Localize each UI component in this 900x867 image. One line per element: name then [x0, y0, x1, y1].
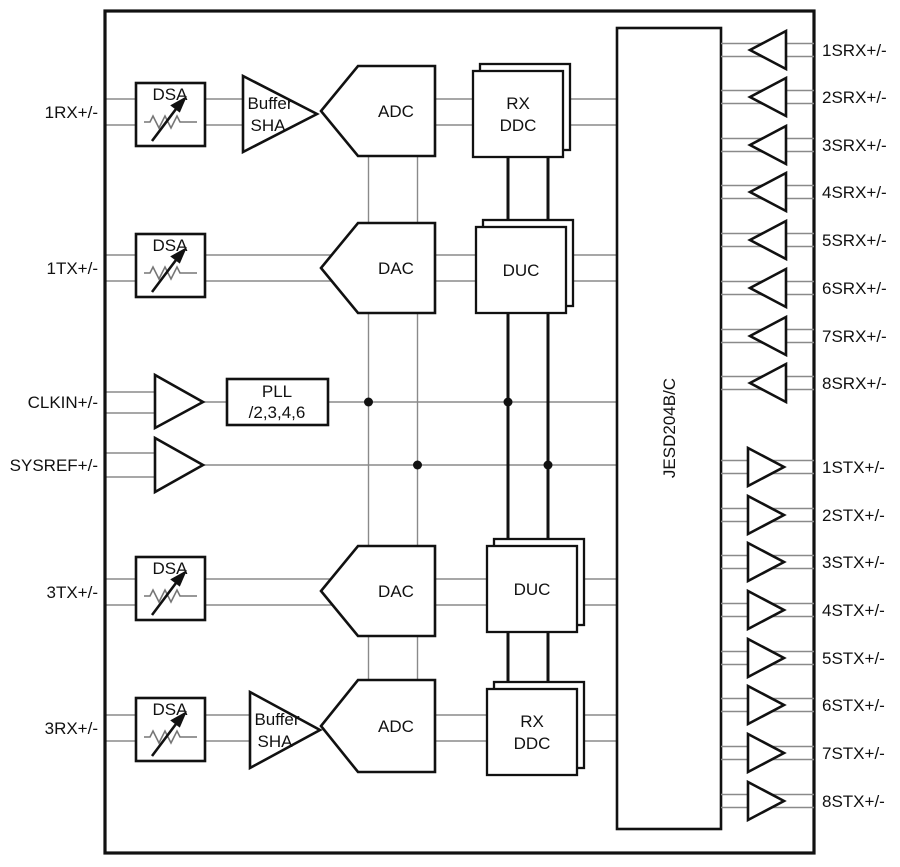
serdes-tx-buffer-icon — [748, 639, 784, 677]
pin-label-stx: 8STX+/- — [822, 792, 885, 811]
dsa-label: DSA — [152, 559, 188, 578]
pll-block — [227, 379, 328, 425]
clkin-buffer-icon — [155, 375, 203, 428]
srx-lane-3 — [721, 126, 887, 164]
dsa-label: DSA — [152, 85, 188, 104]
stx-lane-2 — [721, 496, 885, 534]
stx-lane-1 — [721, 448, 885, 486]
serdes-rx-buffer-icon — [750, 173, 786, 211]
pin-label-stx: 3STX+/- — [822, 553, 885, 572]
stx-lane-8 — [721, 782, 885, 820]
serdes-tx-buffer-icon — [748, 782, 784, 820]
pin-label-srx: 6SRX+/- — [822, 279, 887, 298]
stack-box — [487, 689, 577, 775]
serdes-rx-buffer-icon — [750, 269, 786, 307]
stx-lane-3 — [721, 543, 885, 581]
dac-block-top — [321, 223, 435, 313]
dac-block-bottom — [321, 546, 435, 636]
dsa-label: DSA — [152, 236, 188, 255]
duc-block-top — [476, 220, 573, 313]
serdes-rx-buffer-icon — [750, 317, 786, 355]
serdes-rx-buffer-icon — [750, 126, 786, 164]
rx-ddc-label: DDC — [513, 734, 551, 753]
buffer-sha-label: SHA — [250, 116, 286, 135]
sysref-buffer-icon — [155, 438, 203, 492]
buffer-amp-icon — [243, 76, 317, 152]
pin-label-3tx: 3TX+/- — [46, 583, 98, 602]
wires — [105, 99, 617, 741]
dac-label: DAC — [378, 259, 414, 278]
rx-ddc-label: RX — [506, 94, 530, 113]
pin-label-1rx: 1RX+/- — [44, 103, 98, 122]
srx-lane-8 — [721, 364, 887, 402]
serdes-rx-buffer-icon — [750, 364, 786, 402]
pin-label-srx: 4SRX+/- — [822, 183, 887, 202]
buffer-sha-label: Buffer — [247, 94, 293, 113]
srx-lane-4 — [721, 173, 887, 211]
jesd-block — [617, 28, 721, 829]
rx-ddc-label: DDC — [499, 116, 537, 135]
serdes-tx-buffer-icon — [748, 448, 784, 486]
serdes-tx-buffer-icon — [748, 686, 784, 724]
junction-dot — [364, 398, 373, 407]
srx-lane-6 — [721, 269, 887, 307]
dsa-block-1rx — [136, 83, 205, 146]
serdes-tx-buffer-icon — [748, 591, 784, 629]
srx-lane-7 — [721, 317, 887, 355]
serdes-rx-buffer-icon — [750, 221, 786, 259]
stack-box — [473, 71, 563, 157]
buffer-sha-top — [243, 76, 317, 152]
duc-label: DUC — [513, 580, 551, 599]
pin-label-stx: 1STX+/- — [822, 458, 885, 477]
rx-ddc-block-top — [473, 64, 570, 157]
pin-label-stx: 4STX+/- — [822, 601, 885, 620]
stx-lane-7 — [721, 734, 885, 772]
pin-label-stx: 6STX+/- — [822, 696, 885, 715]
junction-dot — [504, 398, 513, 407]
pin-label-srx: 7SRX+/- — [822, 327, 887, 346]
serdes-tx-buffer-icon — [748, 496, 784, 534]
duc-label: DUC — [502, 261, 540, 280]
adc-block-top — [321, 66, 435, 156]
adc-label: ADC — [378, 717, 414, 736]
pll-label: PLL — [261, 382, 293, 401]
pin-label-clkin: CLKIN+/- — [27, 393, 98, 412]
pin-label-stx: 2STX+/- — [822, 506, 885, 525]
dsa-label: DSA — [152, 700, 188, 719]
serdes-tx-buffer-icon — [748, 734, 784, 772]
pin-label-srx: 2SRX+/- — [822, 88, 887, 107]
pin-label-srx: 5SRX+/- — [822, 231, 887, 250]
stx-lane-5 — [721, 639, 885, 677]
pin-label-stx: 7STX+/- — [822, 744, 885, 763]
stx-lane-6 — [721, 686, 885, 724]
junction-dot — [413, 461, 422, 470]
pin-label-1tx: 1TX+/- — [46, 259, 98, 278]
dac-label: DAC — [378, 582, 414, 601]
pin-label-3rx: 3RX+/- — [44, 719, 98, 738]
rx-ddc-block-bottom — [487, 682, 584, 775]
stx-lane-4 — [721, 591, 885, 629]
dsa-block-1tx — [136, 234, 205, 297]
serdes-rx-buffer-icon — [750, 78, 786, 116]
adc-block-bottom — [321, 680, 435, 772]
buffer-sha-label: SHA — [257, 732, 293, 751]
pin-label-srx: 1SRX+/- — [822, 41, 887, 60]
jesd-label: JESD204B/C — [660, 377, 679, 479]
adc-label: ADC — [378, 102, 414, 121]
serdes-rx-buffer-icon — [750, 31, 786, 69]
pin-label-sysref: SYSREF+/- — [9, 456, 98, 475]
srx-lane-2 — [721, 78, 887, 116]
junction-dot — [544, 461, 553, 470]
duc-block-bottom — [487, 539, 584, 632]
pin-label-srx: 3SRX+/- — [822, 136, 887, 155]
pll-divider-label: /2,3,4,6 — [248, 403, 306, 422]
pin-label-srx: 8SRX+/- — [822, 374, 887, 393]
buffer-sha-label: Buffer — [254, 710, 300, 729]
rx-ddc-label: RX — [520, 712, 544, 731]
srx-lane-1 — [721, 31, 887, 69]
buffer-sha-bottom — [250, 692, 320, 768]
pin-label-stx: 5STX+/- — [822, 649, 885, 668]
dsa-block-3rx — [136, 698, 205, 761]
buffer-amp-icon — [250, 692, 320, 768]
srx-lane-5 — [721, 221, 887, 259]
serdes-tx-buffer-icon — [748, 543, 784, 581]
dsa-block-3tx — [136, 557, 205, 620]
